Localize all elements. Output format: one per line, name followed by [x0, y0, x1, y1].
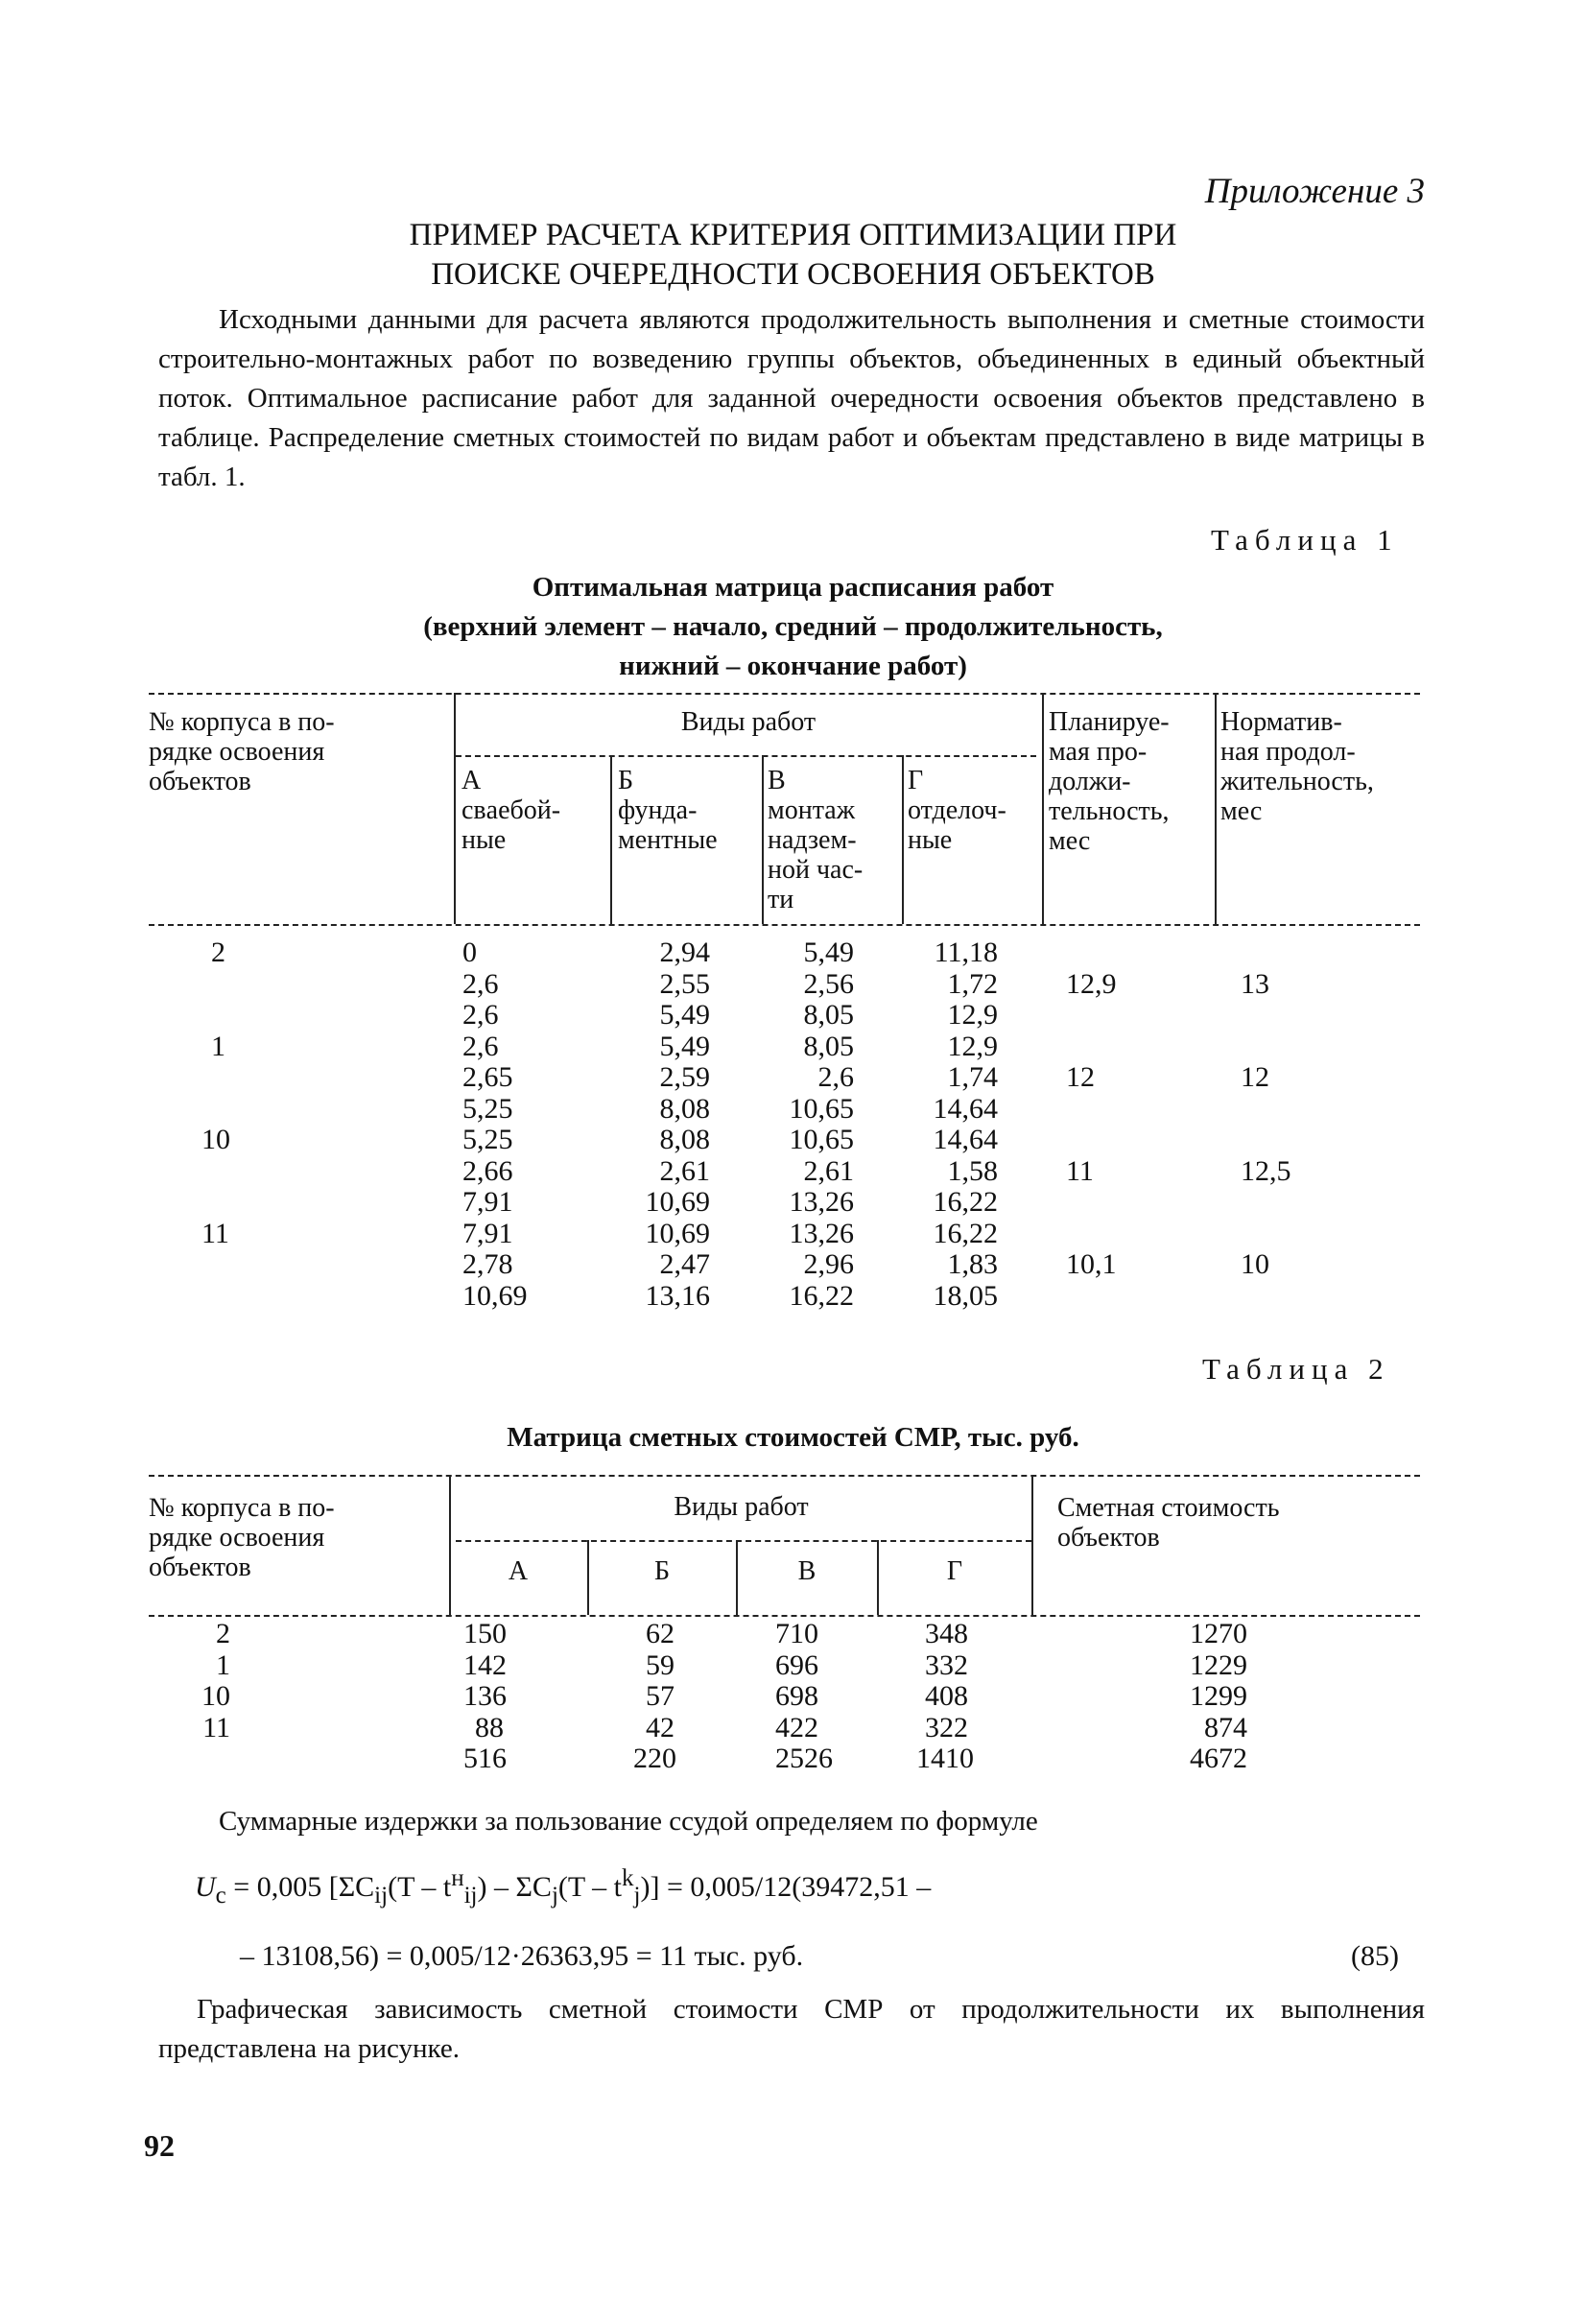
table1-header-bottom-rule — [149, 924, 1420, 926]
table2-caption: Матрица сметных стоимостей СМР, тыс. руб. — [507, 1422, 1079, 1453]
table1-header-col-b: ментные — [618, 825, 718, 855]
table1-cell-normative: 12,5 — [1241, 1154, 1291, 1187]
table2-header-col-v: В — [797, 1556, 817, 1586]
table1-header-col-v: надзем- — [768, 825, 857, 855]
table2-header-col-b: Б — [653, 1556, 671, 1586]
page-title-line-1: ПРИМЕР РАСЧЕТА КРИТЕРИЯ ОПТИМИЗАЦИИ ПРИ — [409, 218, 1177, 252]
table2-col-rule — [1031, 1475, 1033, 1615]
table2-cell-a: 150 — [463, 1618, 507, 1649]
table1-cell-b: 5,49 — [659, 999, 710, 1031]
table1-cell-b: 2,94 — [659, 937, 710, 968]
table2-cell-v: 422 — [775, 1711, 818, 1743]
table1-cell-a: 7,91 — [462, 1186, 513, 1218]
table2-cell-b: 220 — [633, 1743, 676, 1774]
table1-header-col-a: ные — [462, 825, 507, 855]
table2-cell-v: 696 — [775, 1648, 818, 1681]
formula-part: (T – t — [388, 1871, 452, 1903]
table1-cell-g: 16,22 — [933, 1217, 998, 1249]
table1-header-planned: тельность, — [1049, 796, 1170, 826]
intro-paragraph-text: Исходными данными для расчета являются продолжительность выполнения и сметные стоимости строительно-монтажных работ по возведению группы объектов, объединенных в единый объектный поток. Оптимальное расписание работ для заданной очередности освоения объектов представлено в таблице. Распределение сметных стоимостей по видам работ и объектам представлено в виде матрицы в табл. 1. — [158, 304, 1425, 492]
table2-cell-g: 1410 — [916, 1743, 974, 1774]
table1-header-col-g: ные — [908, 825, 953, 855]
table2-header-col-a: А — [508, 1556, 529, 1586]
table1-cell-g: 1,83 — [947, 1248, 998, 1280]
page-title-line-2: ПОИСКЕ ОЧЕРЕДНОСТИ ОСВОЕНИЯ ОБЪЕКТОВ — [431, 257, 1155, 292]
table2-corpus-cell: 1 — [216, 1648, 230, 1681]
table1-cell-a: 5,25 — [462, 1124, 513, 1155]
table2-subheader-rule — [456, 1540, 1031, 1542]
table1-cell-g: 1,58 — [947, 1154, 998, 1187]
table2-cell-b: 42 — [646, 1711, 675, 1743]
table1-header-normative: Норматив- — [1220, 707, 1342, 737]
table1-cell-g: 1,72 — [947, 967, 998, 1000]
table1-header-col-v: ти — [768, 885, 794, 914]
table1-cell-g: 11,18 — [934, 937, 998, 968]
formula-line-1 — [195, 1865, 931, 1909]
formula-sub: ij — [463, 1883, 478, 1909]
table1-cell-v: 2,96 — [803, 1248, 854, 1280]
table1-cell-b: 10,69 — [645, 1186, 710, 1218]
table2-cell-total: 1229 — [1190, 1648, 1247, 1681]
table1-cell-planned: 10,1 — [1066, 1248, 1117, 1280]
table1-cell-a: 2,6 — [462, 967, 499, 1000]
table2-header-work-types: Виды работ — [674, 1492, 809, 1522]
table1-corpus-cell: 10 — [201, 1124, 230, 1155]
table1-header-normative: ная продол- — [1220, 737, 1356, 767]
table2-cell-a: 88 — [475, 1711, 504, 1743]
table2-cell-v: 698 — [775, 1680, 818, 1712]
table1-label: Таблица 1 — [1211, 523, 1399, 557]
table1-header-planned: должи- — [1049, 767, 1131, 796]
table2-header-col-g: Г — [946, 1556, 963, 1586]
table1-header-col-v: монтаж — [768, 795, 856, 825]
closing-paragraph: Графическая зависимость сметной стоимости СМР от продолжительности их выполнения представлена на рисунке. — [158, 1994, 1425, 2064]
table2-cell-a: 516 — [463, 1743, 507, 1774]
table1-cell-normative: 10 — [1241, 1248, 1269, 1280]
table2-cell-b: 57 — [646, 1680, 675, 1712]
formula-sup: н — [451, 1865, 464, 1891]
table2-cell-total: 1299 — [1190, 1680, 1247, 1712]
table2-header-corpus-line: объектов — [149, 1553, 251, 1582]
table1-col-rule — [1042, 693, 1044, 924]
formula-number: (85) — [1351, 1940, 1399, 1972]
table1-cell-b: 8,08 — [659, 1124, 710, 1155]
table2-header-corpus-line: рядке освоения — [149, 1523, 325, 1553]
table1-header-planned: мес — [1049, 826, 1091, 856]
table1-cell-v: 10,65 — [789, 1124, 854, 1155]
table2-cell-a: 136 — [463, 1680, 507, 1712]
table1-cell-a: 2,66 — [462, 1154, 513, 1187]
table1-header-corpus-line: объектов — [149, 767, 251, 796]
table1-cell-g: 12,9 — [947, 999, 998, 1031]
table1-cell-v: 16,22 — [789, 1279, 854, 1312]
table1-cell-v: 2,6 — [817, 1061, 854, 1093]
table1-header-col-v: ной час- — [768, 855, 864, 885]
table1-cell-g: 1,74 — [947, 1061, 998, 1093]
table1-cell-v: 10,65 — [789, 1092, 854, 1125]
formula-lhs-sub: c — [215, 1883, 226, 1909]
table1-top-rule — [149, 693, 1420, 695]
table2-cell-g: 408 — [925, 1680, 968, 1712]
formula-part: ) – ΣC — [477, 1871, 552, 1903]
table1-header-work-types: Виды работ — [680, 707, 817, 737]
table1-col-rule — [610, 755, 612, 924]
table1-corpus-cell: 1 — [211, 1030, 225, 1062]
table2-top-rule — [149, 1475, 1420, 1477]
table1-cell-normative: 12 — [1241, 1061, 1269, 1093]
table1-cell-a: 2,78 — [462, 1248, 513, 1280]
intro-paragraph — [158, 300, 1425, 497]
table2-label: Таблица 2 — [1202, 1352, 1390, 1386]
table1-caption-line-2: (верхний элемент – начало, средний – продолжительность, — [423, 611, 1163, 642]
table2-cell-total: 874 — [1204, 1711, 1247, 1743]
table1-header-col-g: отделоч- — [908, 795, 1006, 825]
formula-sub: ij — [374, 1883, 389, 1909]
formula-intro: Суммарные издержки за пользование ссудой определяем по формуле — [219, 1806, 1038, 1837]
table1-cell-b: 2,61 — [659, 1154, 710, 1187]
table1-header-col-v: В — [768, 766, 786, 795]
table2-cell-b: 62 — [646, 1618, 675, 1649]
table1-header-planned: Планируе- — [1049, 707, 1170, 737]
formula-part: )] = 0,005/12(39472,51 – — [640, 1871, 932, 1903]
table1-header-col-a: А — [462, 766, 482, 795]
table2-cell-b: 59 — [646, 1648, 675, 1681]
table1-cell-planned: 12,9 — [1066, 967, 1117, 1000]
table1-header-col-g: Г — [908, 766, 924, 795]
formula-sub: j — [551, 1883, 558, 1909]
table2-header-corpus-line: № корпуса в по- — [149, 1493, 335, 1523]
formula-part: = 0,005 [ΣC — [225, 1871, 375, 1903]
table1-cell-b: 5,49 — [659, 1030, 710, 1062]
table1-cell-a: 2,6 — [462, 1030, 499, 1062]
table2-corpus-cell: 2 — [216, 1618, 230, 1649]
table1-header-normative: мес — [1220, 796, 1263, 826]
table1-cell-b: 2,55 — [659, 967, 710, 1000]
table1-cell-g: 14,64 — [933, 1092, 998, 1125]
table2-cell-total: 1270 — [1190, 1618, 1247, 1649]
table1-header-col-b: Б — [618, 766, 634, 795]
table1-header-corpus-line: № корпуса в по- — [149, 707, 335, 737]
table1-cell-v: 13,26 — [789, 1217, 854, 1249]
table1-cell-a: 0 — [462, 937, 477, 968]
table1-cell-v: 8,05 — [803, 999, 854, 1031]
table1-cell-b: 2,47 — [659, 1248, 710, 1280]
table1-cell-planned: 11 — [1066, 1154, 1094, 1187]
formula-sub: j — [633, 1883, 641, 1909]
table1-cell-g: 16,22 — [933, 1186, 998, 1218]
table1-caption-line-3: нижний – окончание работ) — [619, 651, 967, 681]
table2-corpus-cell: 11 — [202, 1711, 230, 1743]
table1-cell-a: 2,6 — [462, 999, 499, 1031]
table1-header-normative: жительность, — [1220, 767, 1374, 796]
table1-cell-b: 2,59 — [659, 1061, 710, 1093]
formula-line-2: – 13108,56) = 0,005/12·26363,95 = 11 тыс. руб. — [240, 1940, 804, 1972]
table1-cell-a: 10,69 — [462, 1279, 528, 1312]
table1-caption-line-1: Оптимальная матрица расписания работ — [532, 572, 1054, 603]
table1-header-corpus-line: рядке освоения — [149, 737, 325, 767]
table1-cell-g: 18,05 — [933, 1279, 998, 1312]
table2-cell-g: 322 — [925, 1711, 968, 1743]
table2-cell-g: 332 — [925, 1648, 968, 1681]
table1-cell-g: 12,9 — [947, 1030, 998, 1062]
table1-cell-v: 5,49 — [803, 937, 854, 968]
table1-header-col-b: фунда- — [618, 795, 698, 825]
table2-cell-v: 710 — [775, 1618, 818, 1649]
table1-col-rule — [1215, 693, 1217, 924]
formula-sup: k — [622, 1865, 634, 1891]
table1-cell-v: 13,26 — [789, 1186, 854, 1218]
table1-cell-b: 8,08 — [659, 1092, 710, 1125]
table1-cell-b: 13,16 — [645, 1279, 710, 1312]
table2-cell-total: 4672 — [1190, 1743, 1247, 1774]
table1-cell-a: 2,65 — [462, 1061, 513, 1093]
table1-col-rule — [902, 755, 904, 924]
table1-cell-v: 2,56 — [803, 967, 854, 1000]
table1-cell-v: 2,61 — [803, 1154, 854, 1187]
table1-cell-a: 5,25 — [462, 1092, 513, 1125]
table1-cell-g: 14,64 — [933, 1124, 998, 1155]
table1-header-planned: мая про- — [1049, 737, 1148, 767]
table2-cell-g: 348 — [925, 1618, 968, 1649]
table2-header-cost: Сметная стоимость — [1057, 1493, 1280, 1523]
table1-cell-b: 10,69 — [645, 1217, 710, 1249]
table1-corpus-cell: 2 — [211, 937, 225, 968]
table2-header-bottom-rule — [149, 1615, 1420, 1617]
page-number: 92 — [144, 2128, 175, 2163]
table1-cell-a: 7,91 — [462, 1217, 513, 1249]
formula-part: (T – t — [557, 1871, 623, 1903]
appendix-label: Приложение 3 — [1204, 172, 1425, 211]
table2-header-cost: объектов — [1057, 1523, 1160, 1553]
table1-corpus-cell: 11 — [201, 1217, 229, 1249]
table1-cell-planned: 12 — [1066, 1061, 1095, 1093]
formula-lhs-var: U — [195, 1871, 216, 1903]
table2-cell-v: 2526 — [775, 1743, 833, 1774]
table1-cell-normative: 13 — [1241, 967, 1269, 1000]
table2-corpus-cell: 10 — [201, 1680, 230, 1712]
table1-col-rule — [762, 755, 764, 924]
table2-cell-a: 142 — [463, 1648, 507, 1681]
table1-subheader-rule — [456, 755, 1036, 757]
table1-header-col-a: свaебой- — [462, 795, 561, 825]
table1-cell-v: 8,05 — [803, 1030, 854, 1062]
